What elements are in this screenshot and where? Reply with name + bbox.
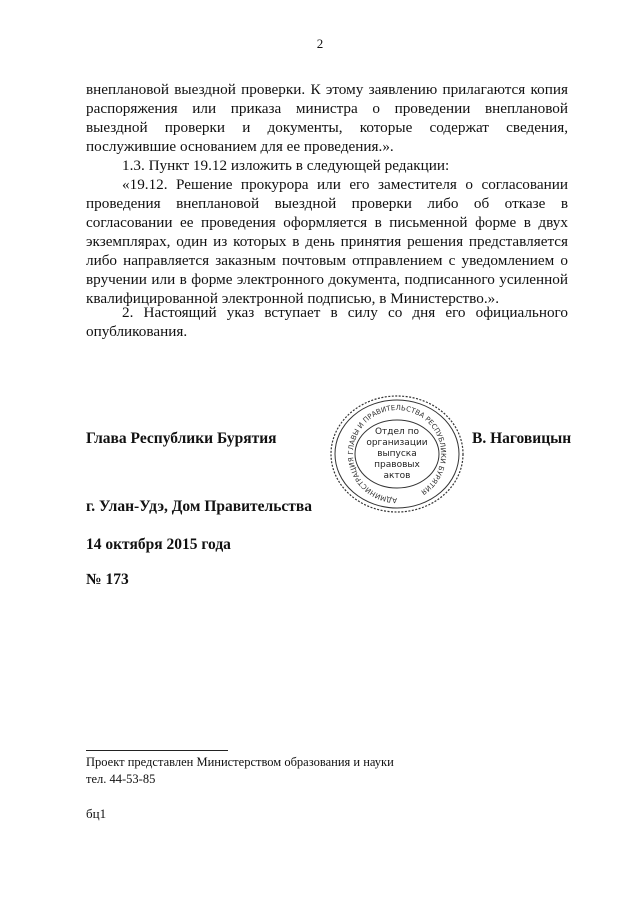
place-of-signing: г. Улан-Удэ, Дом Правительства [86,498,313,515]
stamp-center-line: актов [383,471,411,481]
stamp-center-line: выпуска [377,449,417,459]
paragraph-amendment-heading: 1.3. Пункт 19.12 изложить в следующей редакции: [122,157,450,174]
document-code: бц1 [86,806,107,821]
official-stamp [322,390,472,518]
footnote-phone: тел. 44-53-85 [86,772,156,786]
paragraph-continuation: внеплановой выездной проверки. К этому заявлению прилагаются копия распоряжения или приказа министра о проведении внеплановой выездной проверки и документы, которые содержат сведения, послужившие основанием для ее проведения.». [86,81,568,155]
footnote-divider [86,750,228,751]
paragraph-amendment-text: «19.12. Решение прокурора или его заместителя о согласовании проведения внеплановой выездной проверки либо об отказе в согласовании ее проведения оформляется в письменной форме в двух экземплярах, один из которых в день принятия решения представляется либо направляется заказным почтовым отправлением с уведомлением о вручении или в форме электронного документа, подписанного усиленной квалифицированной электронной подписью, в Министерство.». [86,176,568,307]
document-number: № 173 [86,571,129,588]
page-number: 2 [316,36,324,51]
stamp-center-line: правовых [374,460,420,470]
final-paragraph-block [86,303,568,341]
document-date: 14 октября 2015 года [86,536,231,553]
stamp-center-line: Отдел по [374,427,420,437]
stamp-ring-text: АДМИНИСТРАЦИЯ ГЛАВЫ И ПРАВИТЕЛЬСТВА РЕСПУБЛИКИ БУРЯТИЯ [347,403,448,505]
signatory-name: В. Наговицын [472,430,572,447]
main-text-block [86,80,568,308]
stamp-center-line: организации [366,438,428,448]
footnote-prepared-by: Проект представлен Министерством образования и науки [86,755,394,769]
paragraph-entry-into-force: 2. Настоящий указ вступает в силу со дня его официального опубликования. [86,304,568,340]
signatory-position: Глава Республики Бурятия [86,430,277,447]
